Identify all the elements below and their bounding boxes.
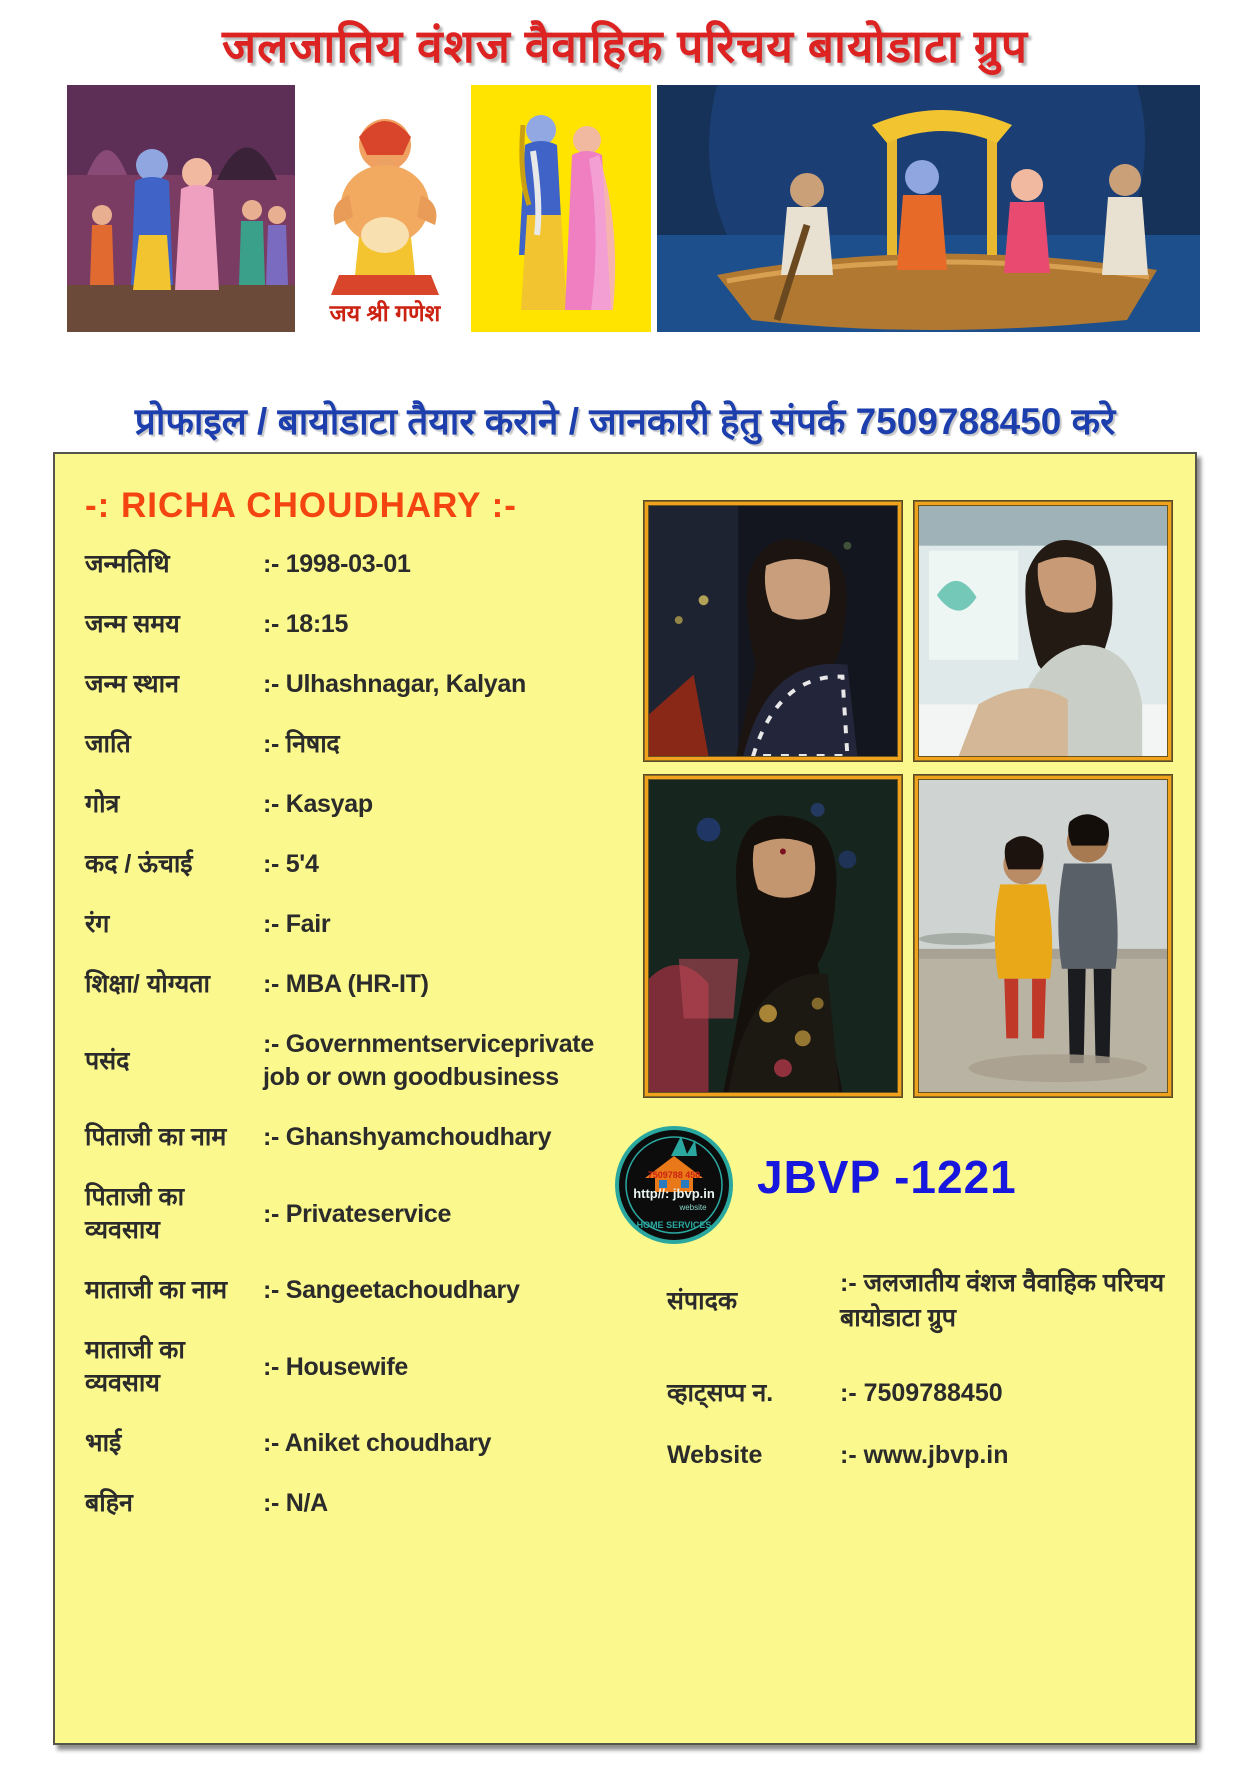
- field-value: :- 1998-03-01: [263, 550, 411, 578]
- field-label: माताजी का नाम: [85, 1276, 228, 1304]
- field-row-mother-name: [85, 1274, 607, 1307]
- field-value: :- Housewife: [263, 1352, 409, 1381]
- logo-home-services-text: HOME SERVICES: [636, 1220, 712, 1230]
- field-label: बहिन: [85, 1489, 133, 1517]
- field-label: जन्मतिथि: [85, 550, 170, 578]
- field-label: माताजी का व्यवसाय: [85, 1336, 185, 1397]
- field-label: रंग: [85, 910, 110, 938]
- artwork-strip: [0, 85, 1250, 332]
- field-label: व्हाट्सप्प न.: [667, 1379, 774, 1407]
- field-label: शिक्षा/ योग्यता: [85, 970, 210, 998]
- field-value: :- Privateservice: [263, 1199, 452, 1228]
- field-value: :- 5'4: [263, 850, 319, 878]
- biodata-fields: [85, 548, 607, 1547]
- field-label: कद / ऊंचाई: [85, 850, 193, 878]
- profile-contact-line: प्रोफाइल / बायोडाटा तैयार कराने / जानकारी हेतु संपर्क 7509788450 करे: [134, 401, 1116, 442]
- field-row-preference: [85, 1028, 607, 1094]
- field-row-birthdate: [85, 548, 607, 581]
- field-value: :- 7509788450: [840, 1379, 1003, 1407]
- field-row-father-name: [85, 1121, 607, 1154]
- field-value: :- Ulhashnagar, Kalyan: [263, 670, 526, 698]
- field-row-brother: [85, 1427, 607, 1460]
- field-row-father-occupation: [85, 1181, 607, 1247]
- field-row-website: [667, 1438, 1172, 1473]
- field-row-birthplace: [85, 668, 607, 701]
- page-title: जलजातिय वंशज वैवाहिक परिचय बायोडाटा ग्रुप: [221, 20, 1029, 72]
- field-row-gotra: [85, 788, 607, 821]
- jbvp-id-number: JBVP -1221: [757, 1151, 1017, 1203]
- field-label: जन्म स्थान: [85, 670, 179, 698]
- field-label: पिताजी का नाम: [85, 1123, 227, 1151]
- field-row-sister: [85, 1487, 607, 1520]
- field-label: जाति: [85, 730, 131, 758]
- field-row-complexion: [85, 908, 607, 941]
- field-value: :- Kasyap: [263, 790, 373, 818]
- field-value: :- MBA (HR-IT): [263, 970, 429, 998]
- field-value: :- 18:15: [263, 610, 349, 638]
- profile-photo-1: [643, 500, 903, 762]
- field-label: पिताजी का व्यवसाय: [85, 1183, 185, 1244]
- ram-boat-crossing-art: [657, 85, 1200, 332]
- ram-sita-wedding-art: [67, 85, 295, 332]
- field-label: Website: [667, 1441, 763, 1469]
- field-value: :- N/A: [263, 1489, 328, 1517]
- field-row-caste: [85, 728, 607, 761]
- logo-phone-text: 7509788 450: [647, 1170, 701, 1180]
- field-label: गोत्र: [85, 790, 120, 818]
- profile-photo-3: [643, 774, 903, 1098]
- field-value: :- Fair: [263, 910, 331, 938]
- biodata-card: [53, 452, 1197, 1745]
- field-label: भाई: [85, 1429, 122, 1457]
- editor-contact-fields: [667, 1266, 1172, 1500]
- field-value: :- www.jbvp.in: [840, 1441, 1009, 1469]
- person-name-title: -: RICHA CHOUDHARY :-: [85, 486, 517, 525]
- field-value: :- Sangeetachoudhary: [263, 1276, 520, 1304]
- field-value: :- निषाद: [263, 730, 340, 758]
- ganesh-caption: जय श्री गणेश: [329, 300, 441, 326]
- field-value: :- Governmentserviceprivate job or own goodbusiness: [263, 1030, 594, 1091]
- field-value: :- Aniket choudhary: [263, 1429, 492, 1457]
- ganesh-art: [299, 85, 471, 332]
- profile-photo-4: [913, 774, 1173, 1098]
- ram-sita-couple-art: [471, 85, 651, 332]
- field-row-height: [85, 848, 607, 881]
- field-row-education: [85, 968, 607, 1001]
- field-row-editor: [667, 1266, 1172, 1336]
- logo-url-text: http//: jbvp.in: [633, 1186, 715, 1201]
- logo-website-text: website: [679, 1203, 707, 1212]
- field-label: जन्म समय: [85, 610, 180, 638]
- field-row-birthtime: [85, 608, 607, 641]
- photo-grid: [643, 500, 1173, 1098]
- field-label: पसंद: [85, 1046, 130, 1075]
- profile-photo-2: [913, 500, 1173, 762]
- field-row-mother-occupation: [85, 1334, 607, 1400]
- field-value: :- जलजातीय वंशज वैवाहिक परिचय बायोडाटा ग्रुप: [840, 1269, 1165, 1332]
- field-value: :- Ghanshyamchoudhary: [263, 1123, 552, 1151]
- field-label: संपादक: [667, 1286, 738, 1315]
- jbvp-logo: [615, 1126, 733, 1244]
- field-row-whatsapp: [667, 1376, 1172, 1411]
